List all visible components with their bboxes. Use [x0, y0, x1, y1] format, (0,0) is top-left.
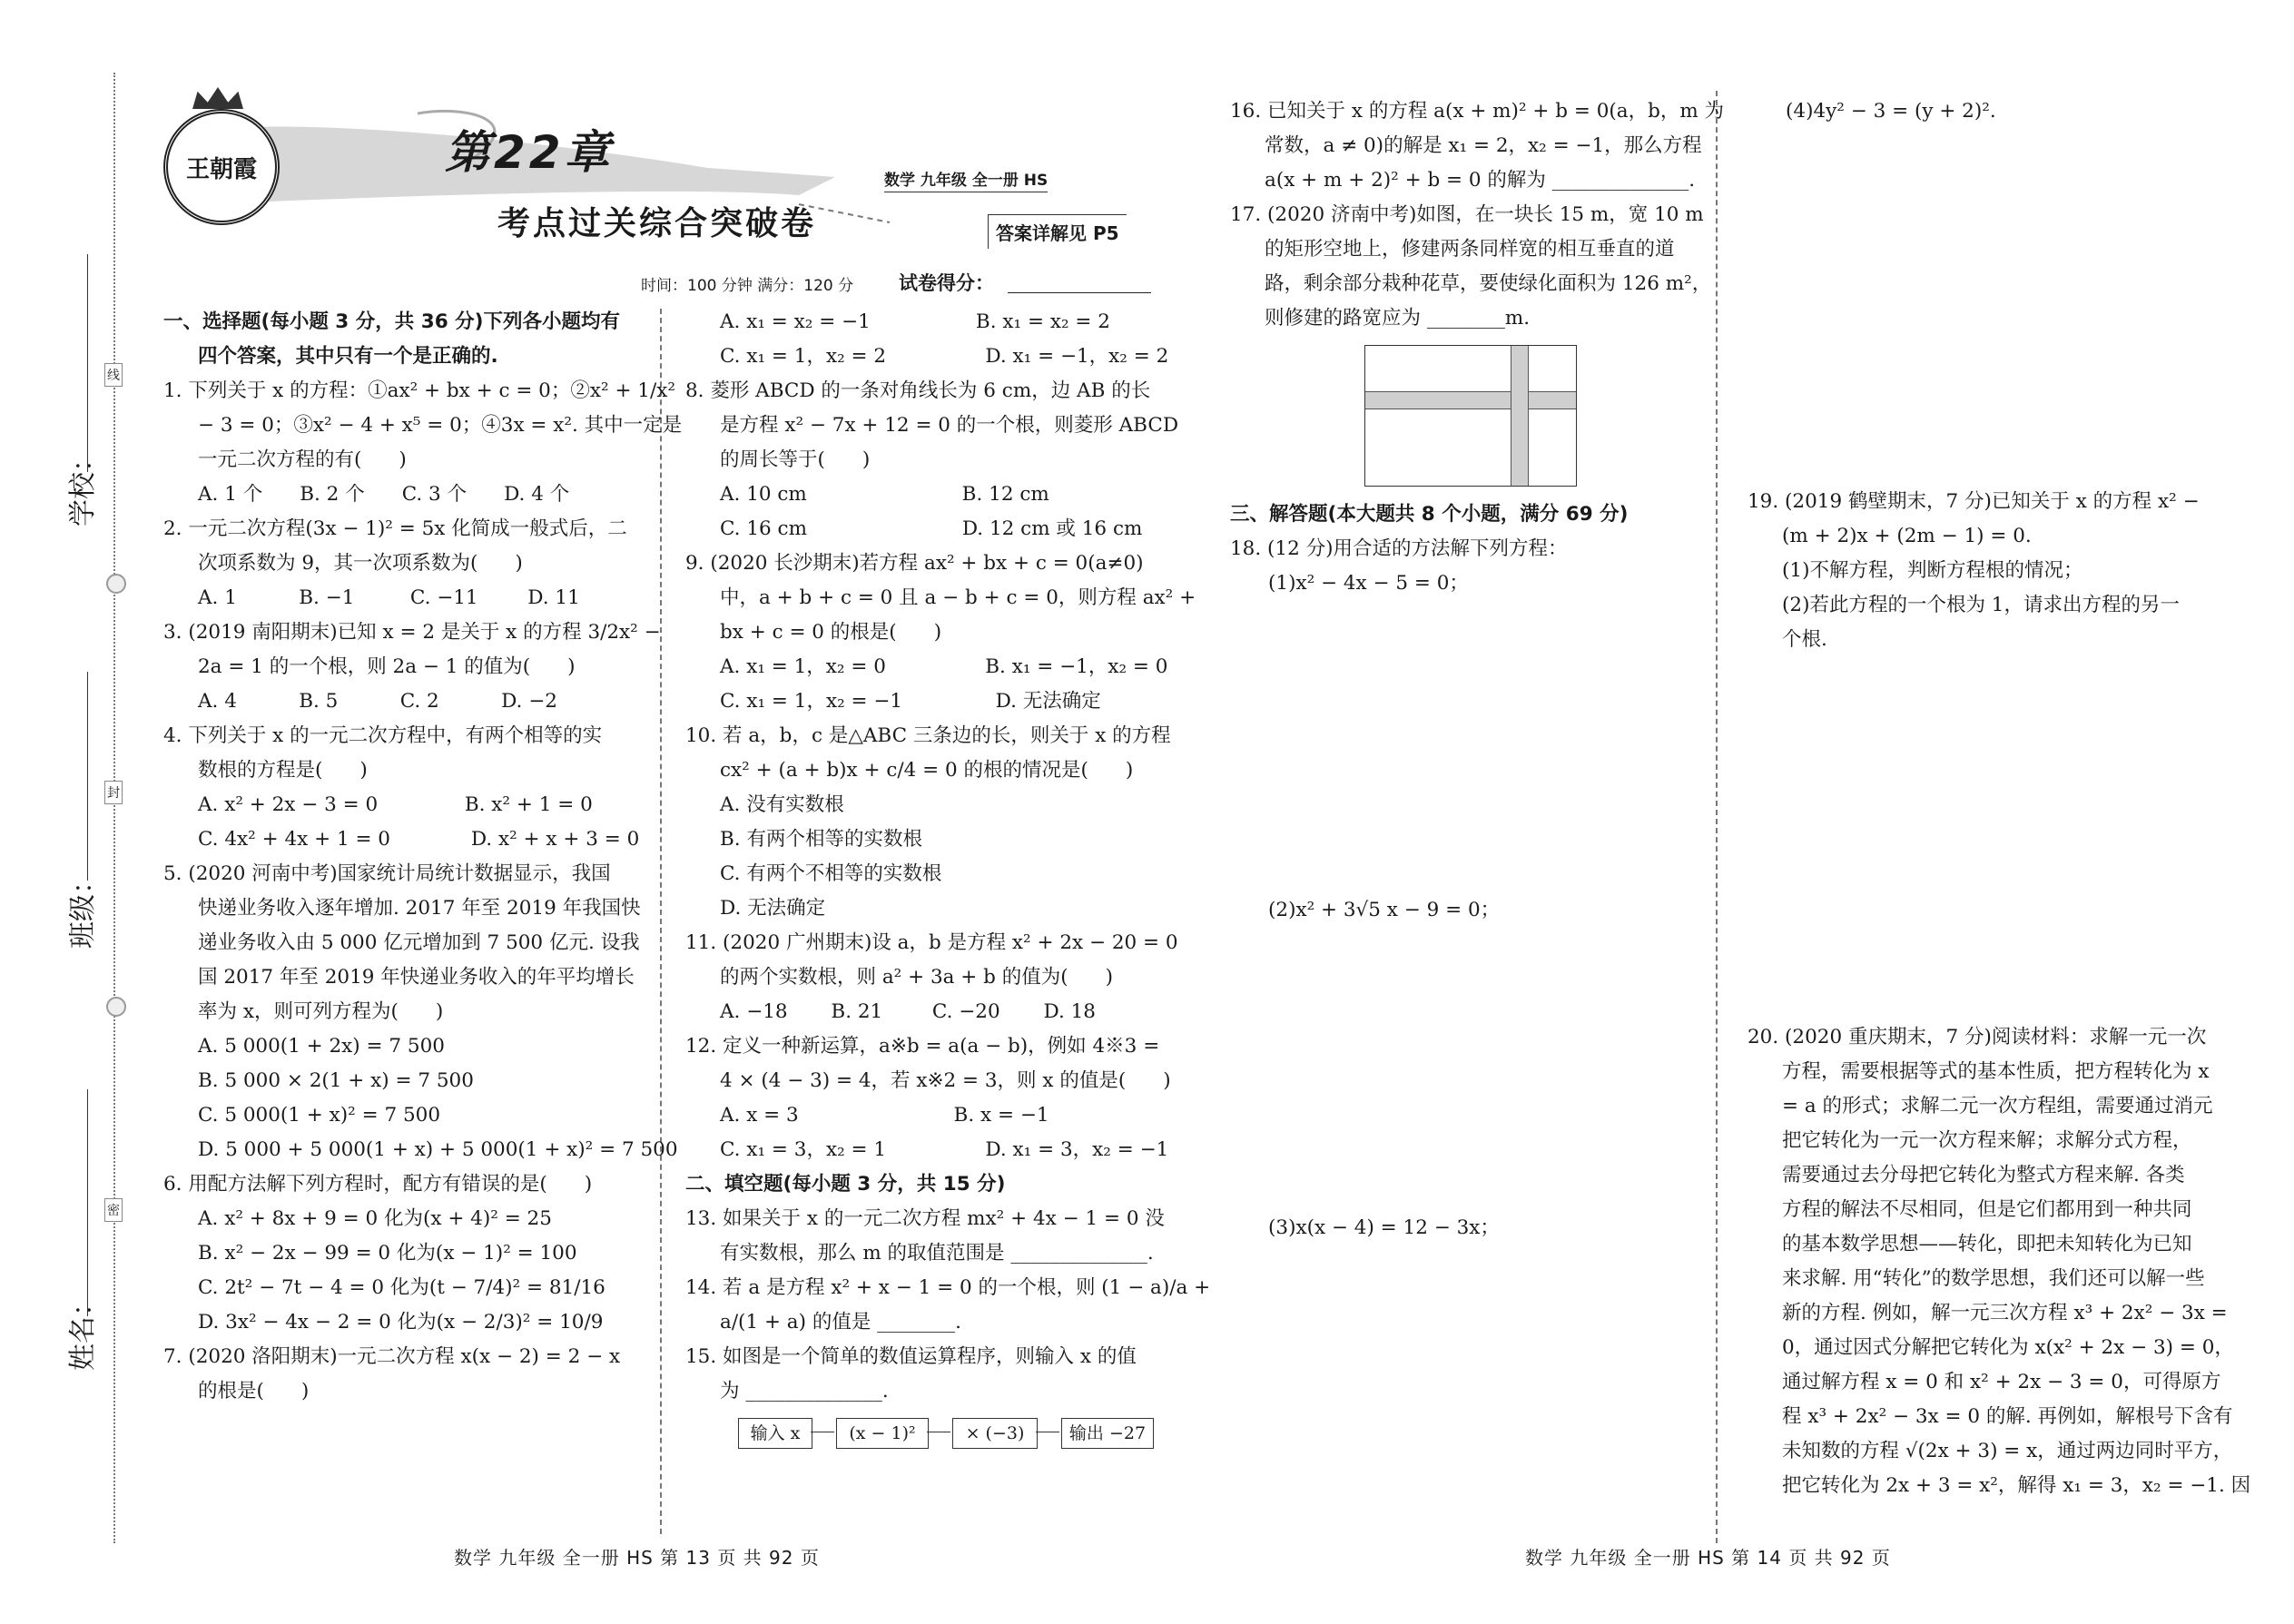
- q18-part4: (4)4y² − 3 = (y + 2)².: [1786, 100, 1996, 123]
- question-line: 则修建的路宽应为 ________m.: [1265, 307, 1531, 330]
- question-line: 常数，a ≠ 0)的解是 x₁ = 2，x₂ = −1，那么方程: [1265, 134, 1702, 157]
- question-line: 2a = 1 的一个根，则 2a − 1 的值为( ): [198, 655, 576, 678]
- question-line: 数根的方程是( ): [198, 759, 368, 782]
- question-line: 17. (2020 济南中考)如图，在一块长 15 m，宽 10 m: [1230, 203, 1704, 226]
- school-underline: [87, 254, 88, 472]
- question-line: 7. (2020 洛阳期末)一元二次方程 x(x − 2) = 2 − x: [163, 1345, 621, 1368]
- paper-subtitle: 考点过关综合突破卷: [497, 204, 817, 242]
- section-1-heading: 一、选择题(每小题 3 分，共 36 分)下列各小题均有: [163, 310, 620, 333]
- q20-line: 未知数的方程 √(2x + 3) = x，通过两边同时平方，: [1782, 1440, 2233, 1462]
- question-line: A. x² + 8x + 9 = 0 化为(x + 4)² = 25: [198, 1207, 552, 1230]
- question-line: 国 2017 年至 2019 年快递业务收入的年平均增长: [198, 966, 635, 989]
- class-underline: [87, 672, 88, 881]
- question-line: D. 3x² − 4x − 2 = 0 化为(x − 2/3)² = 10/9: [198, 1311, 604, 1334]
- question-line: 率为 x，则可列方程为( ): [198, 1000, 444, 1023]
- q20-line: 把它转化为 2x + 3 = x²，解得 x₁ = 3，x₂ = −1. 因: [1782, 1474, 2251, 1497]
- q20-line: = a 的形式；求解二元一次方程组，需要通过消元: [1782, 1095, 2213, 1117]
- question-line: A. −18 B. 21 C. −20 D. 18: [720, 1000, 1096, 1023]
- question-line: 1. 下列关于 x 的方程：①ax² + bx + c = 0；②x² + 1/x²: [163, 379, 675, 402]
- answer-ref: 答案详解见 P5: [988, 214, 1127, 249]
- question-line: A. x = 3 B. x = −1: [720, 1104, 1049, 1127]
- flow-diagram: [685, 1416, 1210, 1452]
- logo-seal: [163, 109, 280, 225]
- left-question-lines: [163, 374, 682, 1409]
- q20-line: 需要通过去分母把它转化为整式方程来解. 各类: [1782, 1164, 2185, 1186]
- question-line: 路，剩余部分栽种花草，要使绿化面积为 126 m²，: [1265, 272, 1712, 295]
- question-line: − 3 = 0；③x² − 4 + x⁵ = 0；④3x = x². 其中一定是: [198, 414, 683, 437]
- question-line: 是方程 x² − 7x + 12 = 0 的一个根，则菱形 ABCD: [720, 414, 1179, 437]
- question-line: C. 4x² + 4x + 1 = 0 D. x² + x + 3 = 0: [198, 828, 640, 851]
- question-line: 次项系数为 9，其一次项系数为( ): [198, 552, 523, 575]
- question-line: 14. 若 a 是方程 x² + x − 1 = 0 的一个根，则 (1 − a)/a +: [685, 1276, 1211, 1299]
- question-line: 中，a + b + c = 0 且 a − b + c = 0，则方程 ax² +: [720, 586, 1196, 609]
- question-line: A. x₁ = x₂ = −1 B. x₁ = x₂ = 2: [720, 310, 1110, 333]
- q20-lines: [1748, 1020, 2250, 1503]
- question-line: 4 × (4 − 3) = 4，若 x※2 = 3，则 x 的值是( ): [720, 1069, 1171, 1092]
- chapter-title: 第22章: [445, 126, 614, 179]
- q20-line: 20. (2020 重庆期末，7 分)阅读材料：求解一元一次: [1748, 1026, 2207, 1048]
- q19-line: (m + 2)x + (2m − 1) = 0.: [1782, 525, 2032, 547]
- question-line: 11. (2020 广州期末)设 a，b 是方程 x² + 2x − 20 = 0: [685, 931, 1178, 954]
- question-line: A. x² + 2x − 3 = 0 B. x² + 1 = 0: [198, 793, 593, 816]
- q20-line: 把它转化为一元一次方程来解；求解分式方程，: [1782, 1129, 2192, 1152]
- question-line: 有实数根，那么 m 的取值范围是 ______________.: [720, 1242, 1154, 1265]
- score-label: 试卷得分：: [899, 272, 994, 294]
- q19-line: 个根.: [1782, 628, 1827, 651]
- question-line: 为 ______________.: [720, 1380, 889, 1403]
- question-line: 15. 如图是一个简单的数值运算程序，则输入 x 的值: [685, 1345, 1137, 1368]
- question-line: 一元二次方程的有( ): [198, 448, 407, 471]
- question-line: 2. 一元二次方程(3x − 1)² = 5x 化简成一般式后，二: [163, 517, 627, 540]
- binding-hole-icon: [106, 574, 126, 594]
- question-line: C. x₁ = 3，x₂ = 1 D. x₁ = 3，x₂ = −1: [720, 1138, 1169, 1161]
- q19-lines: [1748, 485, 2200, 657]
- q20-line: 程 x³ + 2x² − 3x = 0 的解. 再例如，解根号下含有: [1782, 1405, 2233, 1428]
- question-line: B. 5 000 × 2(1 + x) = 7 500: [198, 1069, 474, 1092]
- question-line: 的根是( ): [198, 1380, 310, 1403]
- q20-line: 新的方程. 例如，解一元三次方程 x³ + 2x² − 3x =: [1782, 1302, 2228, 1324]
- road-vertical: [1511, 346, 1529, 486]
- question-line: a(x + m + 2)² + b = 0 的解为 ______________.: [1265, 169, 1696, 192]
- question-line: A. 1 个 B. 2 个 C. 3 个 D. 4 个: [198, 483, 570, 506]
- question-line: 5. (2020 河南中考)国家统计局统计数据显示，我国: [163, 862, 611, 885]
- footer-left: 数学 九年级 全一册 HS 第 13 页 共 92 页: [454, 1547, 820, 1569]
- question-line: A. 10 cm B. 12 cm: [720, 483, 1049, 506]
- name-underline: [87, 1089, 88, 1316]
- question-line: 的矩形空地上，修建两条同样宽的相互垂直的道: [1265, 238, 1675, 261]
- flow-step-input: 输入 x: [738, 1418, 812, 1449]
- question-line: 4. 下列关于 x 的一元二次方程中，有两个相等的实: [163, 724, 603, 747]
- right-column-1: [1230, 94, 1725, 1239]
- question-line: C. x₁ = 1，x₂ = 2 D. x₁ = −1，x₂ = 2: [720, 345, 1169, 368]
- name-label: 姓名：: [67, 1289, 99, 1371]
- flow-step-square: (x − 1)²: [836, 1418, 929, 1449]
- seal-mark-2: 封: [104, 781, 123, 804]
- question-line: 10. 若 a，b，c 是△ABC 三条边的长，则关于 x 的方程: [685, 724, 1171, 747]
- question-line: 快递业务收入逐年增加. 2017 年至 2019 年我国快: [198, 897, 641, 920]
- question-line: 递业务收入由 5 000 亿元增加到 7 500 亿元. 设我: [198, 931, 640, 954]
- question-line: a/(1 + a) 的值是 ________.: [720, 1311, 962, 1334]
- question-line: 13. 如果关于 x 的一元二次方程 mx² + 4x − 1 = 0 没: [685, 1207, 1165, 1230]
- road-horizontal: [1365, 391, 1576, 409]
- question-line: 3. (2019 南阳期末)已知 x = 2 是关于 x 的方程 3/2x² −: [163, 621, 661, 644]
- question-line: C. 2t² − 7t − 4 = 0 化为(t − 7/4)² = 81/16: [198, 1276, 605, 1299]
- question-line: C. 16 cm D. 12 cm 或 16 cm: [720, 517, 1143, 540]
- time-score: 时间：100 分钟 满分：120 分: [641, 277, 854, 295]
- question-line: 二、填空题(每小题 3 分，共 15 分): [685, 1173, 1006, 1196]
- flow-step-output: 输出 −27: [1061, 1418, 1154, 1449]
- middle-question-lines: [685, 305, 1210, 1409]
- question-line: D. 5 000 + 5 000(1 + x) + 5 000(1 + x)² = 7 500: [198, 1138, 678, 1161]
- logo-text: 王朝霞: [185, 155, 257, 183]
- score-blank: [1008, 292, 1151, 293]
- question-line: 8. 菱形 ABCD 的一条对角线长为 6 cm，边 AB 的长: [685, 379, 1151, 402]
- middle-column: [685, 305, 1210, 1452]
- q20-line: 通过解方程 x = 0 和 x² + 2x − 3 = 0，可得原方: [1782, 1371, 2221, 1393]
- class-label: 班级：: [67, 867, 99, 949]
- question-line: A. 5 000(1 + 2x) = 7 500: [198, 1035, 445, 1058]
- flow-step-multiply: × (−3): [952, 1418, 1038, 1449]
- right-question-lines: [1230, 94, 1724, 336]
- footer-right: 数学 九年级 全一册 HS 第 14 页 共 92 页: [1525, 1547, 1891, 1569]
- question-line: B. 有两个相等的实数根: [720, 828, 922, 851]
- question-line: 16. 已知关于 x 的方程 a(x + m)² + b = 0(a，b，m 为: [1230, 100, 1725, 123]
- q20-line: 方程，需要根据等式的基本性质，把方程转化为 x: [1782, 1060, 2210, 1083]
- question-line: C. 有两个不相等的实数根: [720, 862, 942, 885]
- question-line: B. x² − 2x − 99 = 0 化为(x − 1)² = 100: [198, 1242, 577, 1265]
- q20-line: 方程的解法不尽相同，但是它们都用到一种共同: [1782, 1198, 2192, 1221]
- seal-mark-3: 密: [104, 1198, 123, 1222]
- question-line: A. 没有实数根: [720, 793, 844, 816]
- question-line: 9. (2020 长沙期末)若方程 ax² + bx + c = 0(a≠0): [685, 552, 1144, 575]
- q19-line: 19. (2019 鹤壁期末，7 分)已知关于 x 的方程 x² −: [1748, 490, 2200, 513]
- q20-line: 的基本数学思想——转化，即把未知转化为已知: [1782, 1233, 2192, 1255]
- q19-line: (2)若此方程的一个根为 1，请求出方程的另一: [1782, 594, 2180, 616]
- question-line: A. 4 B. 5 C. 2 D. −2: [198, 690, 557, 713]
- question-line: C. x₁ = 1，x₂ = −1 D. 无法确定: [720, 690, 1101, 713]
- q18-part2: (2)x² + 3√5 x − 9 = 0；: [1268, 899, 1501, 921]
- seal-mark-1: 线: [104, 363, 123, 387]
- q20-line: 来求解. 用“转化”的数学思想，我们还可以解一些: [1782, 1267, 2205, 1290]
- question-line: cx² + (a + b)x + c/4 = 0 的根的情况是( ): [720, 759, 1134, 782]
- question-line: C. 5 000(1 + x)² = 7 500: [198, 1104, 441, 1127]
- q17-figure: [1364, 345, 1577, 487]
- question-line: A. x₁ = 1，x₂ = 0 B. x₁ = −1，x₂ = 0: [720, 655, 1168, 678]
- q18-part3: (3)x(x − 4) = 12 − 3x；: [1268, 1216, 1500, 1239]
- q19-line: (1)不解方程，判断方程根的情况；: [1782, 559, 2083, 582]
- section-1-heading-cont: 四个答案，其中只有一个是正确的.: [198, 345, 498, 368]
- q20-line: 0，通过因式分解把它转化为 x(x² + 2x − 3) = 0，: [1782, 1336, 2234, 1359]
- question-line: 6. 用配方法解下列方程时，配方有错误的是( ): [163, 1173, 593, 1196]
- question-line: D. 无法确定: [720, 897, 826, 920]
- right-column-2: [1748, 94, 2251, 1497]
- question-line: 的周长等于( ): [720, 448, 871, 471]
- subject-tag: 数学 九年级 全一册 HS: [884, 167, 1048, 192]
- binding-hole-icon: [106, 997, 126, 1017]
- q18-part1: (1)x² − 4x − 5 = 0；: [1268, 572, 1469, 595]
- question-line: 12. 定义一种新运算，a※b = a(a − b)，例如 4※3 =: [685, 1035, 1160, 1058]
- question-line: bx + c = 0 的根是( ): [720, 621, 942, 644]
- q18-stem: 18. (12 分)用合适的方法解下列方程：: [1230, 537, 1568, 560]
- school-label: 学校：: [67, 445, 99, 527]
- seal-line: [113, 73, 115, 1543]
- left-column: [163, 305, 682, 1409]
- question-line: 的两个实数根，则 a² + 3a + b 的值为( ): [720, 966, 1114, 989]
- section-3-heading: 三、解答题(本大题共 8 个小题，满分 69 分): [1230, 503, 1629, 526]
- question-line: A. 1 B. −1 C. −11 D. 11: [198, 586, 580, 609]
